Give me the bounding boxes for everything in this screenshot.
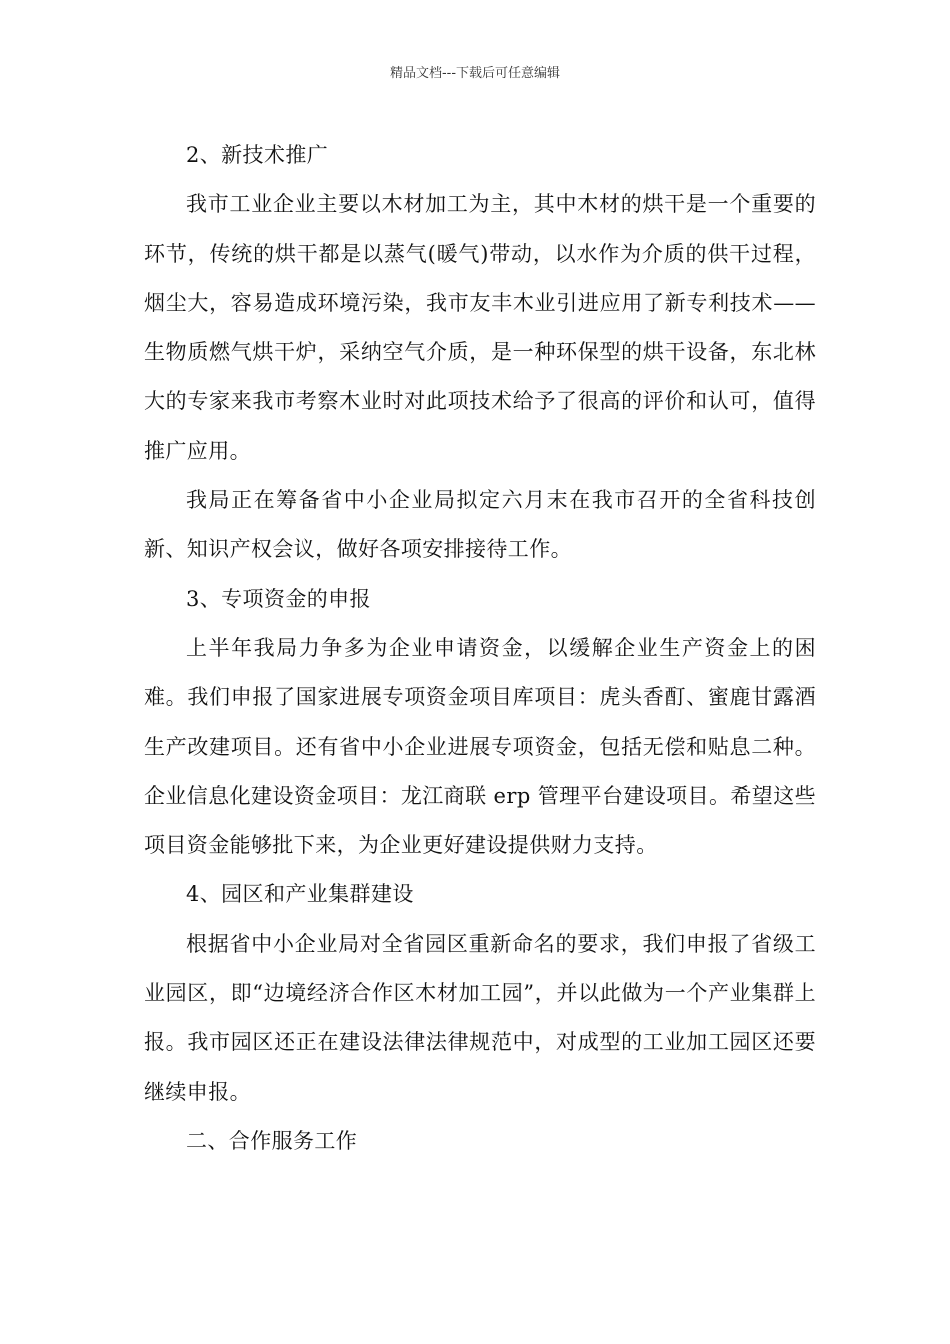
paragraph-drying-tech: 我市工业企业主要以木材加工为主，其中木材的烘干是一个重要的环节，传统的烘干都是以蒸气(暖气)带动，以水作为介质的供干过程，烟尘大，容易造成环境污染，我市友丰木业引进应用了新专利技术——生物质燃气烘干炉，采纳空气介质，是一种环保型的烘干设备，东北林大的专家来我市考察木业时对此项技术给予了很高的评价和认可，值得推广应用。 xyxy=(144,192,816,463)
paragraph-conference-prep: 我局正在筹备省中小企业局拟定六月末在我市召开的全省科技创新、知识产权会议，做好各项安排接待工作。 xyxy=(144,488,816,562)
paragraph-fund-application: 上半年我局力争多为企业申请资金，以缓解企业生产资金上的困难。我们申报了国家进展专项资金项目库项目：虎头香酊、蜜鹿甘露酒生产改建项目。还有省中小企业进展专项资金，包括无偿和贴息二种。企业信息化建设资金项目：龙江商联 erp 管理平台建设项目。希望这些项目资金能够批下来，为企业更好建设提供财力支持。 xyxy=(144,635,816,858)
page-header: 精品文档---下载后可任意编辑 xyxy=(389,66,561,81)
section-heading-cooperation-service: 二、合作服务工作 xyxy=(186,1128,358,1153)
section-heading-new-tech: 2、新技术推广 xyxy=(186,143,329,167)
paragraph-industrial-park: 根据省中小企业局对全省园区重新命名的要求，我们申报了省级工业园区，即“边境经济合作区木材加工园”，并以此做为一个产业集群上报。我市园区还正在建设法律法律规范中，对成型的工业加工园区还要继续申报。 xyxy=(144,931,816,1104)
document-body xyxy=(144,131,816,1166)
section-heading-industrial-park: 4、园区和产业集群建设 xyxy=(186,882,414,907)
section-heading-special-funds: 3、专项资金的申报 xyxy=(186,586,371,611)
